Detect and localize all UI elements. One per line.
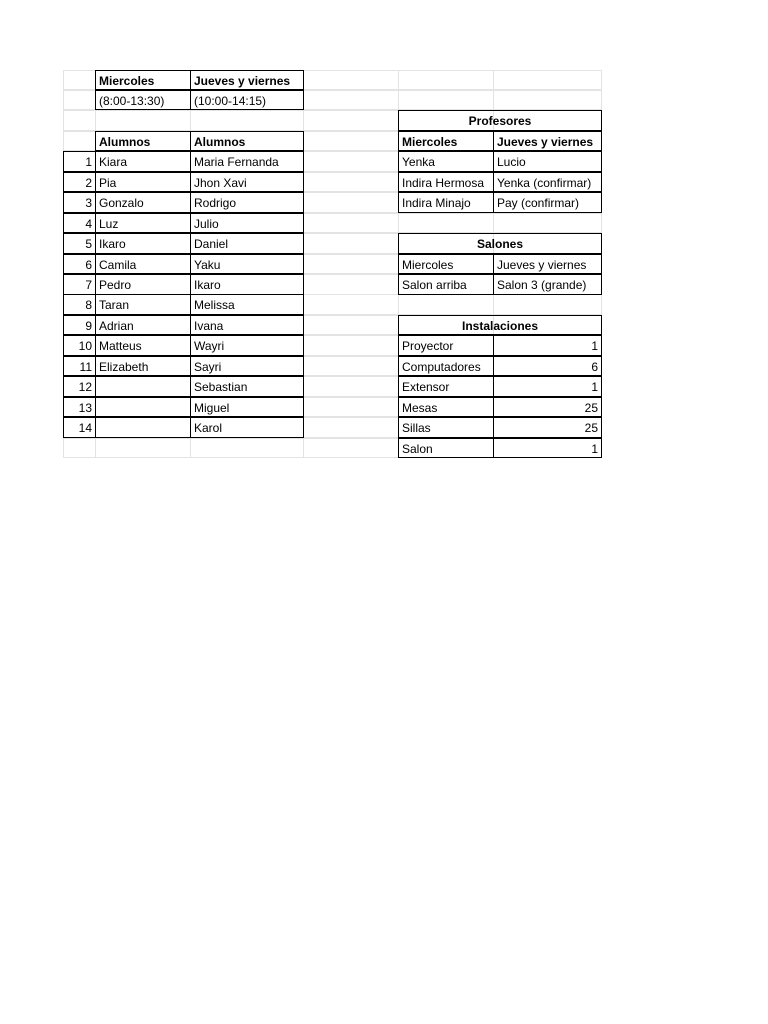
alumnos-header-jueves[interactable]: Alumnos	[190, 131, 304, 152]
instalacion-item[interactable]: Mesas	[398, 397, 494, 418]
grid-cell[interactable]	[493, 294, 602, 315]
profesor-jueves[interactable]: Pay (confirmar)	[493, 192, 602, 213]
alumno-jueves[interactable]: Karol	[190, 417, 304, 438]
instalacion-item[interactable]: Computadores	[398, 356, 494, 377]
grid-cell[interactable]	[493, 213, 602, 234]
alumno-miercoles[interactable]: Pia	[95, 172, 191, 193]
salones-title[interactable]: Salones	[398, 233, 602, 254]
alumno-jueves[interactable]: Miguel	[190, 397, 304, 418]
profesores-header-jueves[interactable]: Jueves y viernes	[493, 131, 602, 152]
grid-cell[interactable]	[303, 335, 399, 356]
grid-cell[interactable]	[63, 438, 96, 459]
alumnos-time-jueves[interactable]: (10:00-14:15)	[190, 90, 304, 111]
alumno-miercoles[interactable]: Ikaro	[95, 233, 191, 254]
alumno-miercoles[interactable]: Elizabeth	[95, 356, 191, 377]
alumno-jueves[interactable]: Julio	[190, 213, 304, 234]
alumno-row-number[interactable]: 5	[63, 233, 96, 254]
alumno-jueves[interactable]: Ivana	[190, 315, 304, 336]
alumno-miercoles[interactable]: Matteus	[95, 335, 191, 356]
alumno-jueves[interactable]: Daniel	[190, 233, 304, 254]
alumno-jueves[interactable]: Sayri	[190, 356, 304, 377]
salon-jueves[interactable]: Salon 3 (grande)	[493, 274, 602, 295]
grid-cell[interactable]	[303, 192, 399, 213]
alumno-miercoles[interactable]	[95, 376, 191, 397]
instalaciones-title[interactable]: Instalaciones	[398, 315, 602, 336]
grid-cell[interactable]	[63, 110, 96, 131]
profesor-miercoles[interactable]: Indira Hermosa	[398, 172, 494, 193]
salon-miercoles[interactable]: Salon arriba	[398, 274, 494, 295]
profesor-miercoles[interactable]: Indira Minajo	[398, 192, 494, 213]
alumno-jueves[interactable]: Wayri	[190, 335, 304, 356]
alumnos-day-jueves[interactable]: Jueves y viernes	[190, 70, 304, 91]
alumno-miercoles[interactable]: Pedro	[95, 274, 191, 295]
instalacion-qty[interactable]: 25	[493, 417, 602, 438]
grid-cell[interactable]	[303, 233, 399, 254]
grid-cell[interactable]	[303, 397, 399, 418]
grid-cell[interactable]	[303, 70, 399, 91]
alumno-row-number[interactable]: 6	[63, 254, 96, 275]
alumno-miercoles[interactable]: Kiara	[95, 151, 191, 172]
salones-header-miercoles[interactable]: Miercoles	[398, 254, 494, 275]
grid-cell[interactable]	[303, 213, 399, 234]
grid-cell[interactable]	[190, 110, 304, 131]
instalacion-qty[interactable]: 1	[493, 438, 602, 459]
profesor-miercoles[interactable]: Yenka	[398, 151, 494, 172]
alumno-jueves[interactable]: Sebastian	[190, 376, 304, 397]
alumno-row-number[interactable]: 3	[63, 192, 96, 213]
alumno-row-number[interactable]: 2	[63, 172, 96, 193]
alumno-row-number[interactable]: 1	[63, 151, 96, 172]
grid-cell[interactable]	[303, 110, 399, 131]
profesor-jueves[interactable]: Lucio	[493, 151, 602, 172]
grid-cell[interactable]	[303, 131, 399, 152]
alumno-row-number[interactable]: 11	[63, 356, 96, 377]
alumno-miercoles[interactable]: Gonzalo	[95, 192, 191, 213]
grid-cell[interactable]	[303, 294, 399, 315]
alumno-miercoles[interactable]: Taran	[95, 294, 191, 315]
grid-cell[interactable]	[303, 151, 399, 172]
alumno-row-number[interactable]: 12	[63, 376, 96, 397]
grid-cell[interactable]	[398, 294, 494, 315]
instalacion-item[interactable]: Proyector	[398, 335, 494, 356]
alumno-row-number[interactable]: 13	[63, 397, 96, 418]
instalacion-item[interactable]: Salon	[398, 438, 494, 459]
grid-cell[interactable]	[303, 254, 399, 275]
instalacion-item[interactable]: Sillas	[398, 417, 494, 438]
instalacion-qty[interactable]: 1	[493, 335, 602, 356]
grid-cell[interactable]	[190, 438, 304, 459]
alumnos-header-miercoles[interactable]: Alumnos	[95, 131, 191, 152]
alumno-row-number[interactable]: 14	[63, 417, 96, 438]
profesor-jueves[interactable]: Yenka (confirmar)	[493, 172, 602, 193]
grid-cell[interactable]	[95, 438, 191, 459]
grid-cell[interactable]	[63, 70, 96, 91]
alumno-miercoles[interactable]: Camila	[95, 254, 191, 275]
alumno-miercoles[interactable]: Luz	[95, 213, 191, 234]
grid-cell[interactable]	[303, 356, 399, 377]
grid-cell[interactable]	[398, 70, 494, 91]
alumno-row-number[interactable]: 4	[63, 213, 96, 234]
grid-cell[interactable]	[63, 131, 96, 152]
alumno-row-number[interactable]: 8	[63, 294, 96, 315]
alumnos-day-miercoles[interactable]: Miercoles	[95, 70, 191, 91]
grid-cell[interactable]	[303, 438, 399, 459]
alumno-jueves[interactable]: Melissa	[190, 294, 304, 315]
grid-cell[interactable]	[95, 110, 191, 131]
alumno-jueves[interactable]: Maria Fernanda	[190, 151, 304, 172]
alumno-miercoles[interactable]	[95, 397, 191, 418]
grid-cell[interactable]	[303, 90, 399, 111]
alumno-jueves[interactable]: Rodrigo	[190, 192, 304, 213]
instalacion-qty[interactable]: 6	[493, 356, 602, 377]
alumno-jueves[interactable]: Yaku	[190, 254, 304, 275]
alumnos-time-miercoles[interactable]: (8:00-13:30)	[95, 90, 191, 111]
grid-cell[interactable]	[398, 213, 494, 234]
grid-cell[interactable]	[63, 90, 96, 111]
alumno-miercoles[interactable]	[95, 417, 191, 438]
alumno-row-number[interactable]: 7	[63, 274, 96, 295]
grid-cell[interactable]	[303, 274, 399, 295]
alumno-jueves[interactable]: Ikaro	[190, 274, 304, 295]
grid-cell[interactable]	[398, 90, 494, 111]
grid-cell[interactable]	[303, 376, 399, 397]
alumno-jueves[interactable]: Jhon Xavi	[190, 172, 304, 193]
grid-cell[interactable]	[493, 70, 602, 91]
alumno-row-number[interactable]: 9	[63, 315, 96, 336]
grid-cell[interactable]	[303, 417, 399, 438]
grid-cell[interactable]	[493, 90, 602, 111]
instalacion-qty[interactable]: 25	[493, 397, 602, 418]
profesores-header-miercoles[interactable]: Miercoles	[398, 131, 494, 152]
profesores-title[interactable]: Profesores	[398, 110, 602, 131]
salones-header-jueves[interactable]: Jueves y viernes	[493, 254, 602, 275]
alumno-miercoles[interactable]: Adrian	[95, 315, 191, 336]
instalacion-qty[interactable]: 1	[493, 376, 602, 397]
grid-cell[interactable]	[303, 172, 399, 193]
instalacion-item[interactable]: Extensor	[398, 376, 494, 397]
grid-cell[interactable]	[303, 315, 399, 336]
alumno-row-number[interactable]: 10	[63, 335, 96, 356]
